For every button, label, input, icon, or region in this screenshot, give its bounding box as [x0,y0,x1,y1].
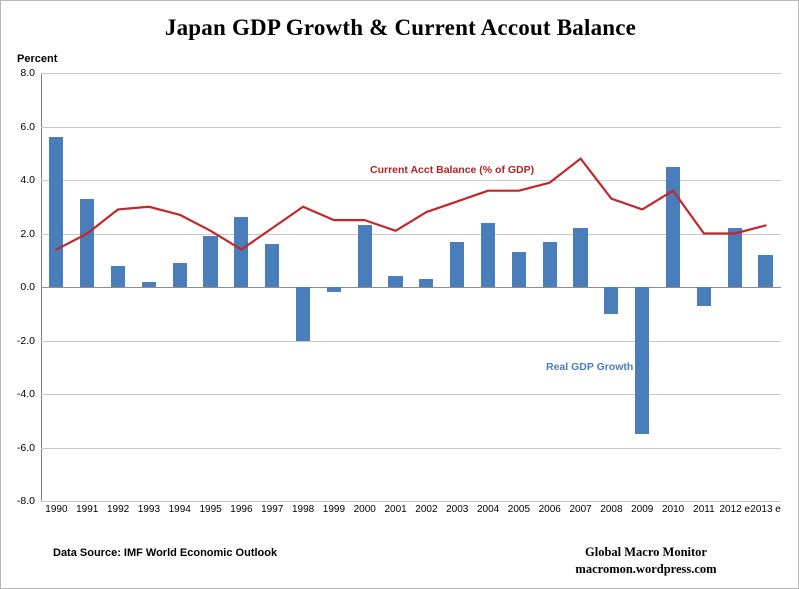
page-title: Japan GDP Growth & Current Accout Balance [164,15,637,40]
x-axis-tick-label: 2012 e [719,504,751,515]
x-axis-tick-label: 2005 [507,504,531,515]
x-axis-tick-label: 1994 [168,504,191,515]
line-series-current-acct-balance [41,73,781,501]
real-gdp-label: Real GDP Growth [546,361,634,373]
x-axis-tick-label: 2000 [353,504,376,515]
y-axis-tick-label: -4.0 [16,388,35,400]
x-axis-tick-label: 2006 [538,504,561,515]
x-axis-tick-label: 1991 [76,504,99,515]
x-axis-tick-label: 1995 [199,504,222,515]
x-axis-tick-label: 2002 [415,504,438,515]
x-axis-tick-label: 1992 [106,504,130,515]
x-axis-tick-label: 2009 [631,504,654,515]
x-axis-tick-label: 1998 [291,504,315,515]
x-axis-tick-label: 2003 [446,504,469,515]
x-axis-tick-label: 1993 [137,504,161,515]
x-axis-tick-label: 1997 [261,504,284,515]
y-axis-tick-label: 0.0 [20,281,35,293]
credit-line-2: macromon.wordpress.com [575,561,717,576]
credit-line-1: Global Macro Monitor [585,545,707,559]
y-axis-tick-label: -6.0 [16,441,35,454]
x-axis-tick-label: 2013 e [750,504,781,515]
x-axis-ticks [41,501,781,525]
y-axis-tick-label: 4.0 [20,174,35,186]
y-axis-tick-label: -8.0 [16,495,35,507]
y-axis-tick-label: 6.0 [20,120,35,133]
x-axis-tick-label: 1996 [230,504,253,515]
x-axis-tick-label: 2008 [600,504,623,515]
y-axis-tick-label: -2.0 [16,334,35,347]
x-axis-tick-label: 2001 [384,504,407,515]
x-axis-tick-label: 2007 [569,504,592,515]
data-source-note: Data Source: IMF World Economic Outlook [53,547,278,559]
x-axis-tick-label: 2004 [476,504,500,515]
plot-area [16,67,781,507]
x-axis-tick-label: 1999 [322,504,346,515]
y-axis-tick-label: 8.0 [20,67,35,79]
credit-block [531,544,761,578]
current-acct-label: Current Acct Balance (% of GDP) [370,164,535,176]
x-axis-tick-label: 1990 [45,504,68,515]
x-axis-tick-label: 2010 [661,504,685,515]
y-axis-tick-label: 2.0 [20,227,35,240]
y-axis-label: Percent [17,53,58,65]
x-axis-tick-label: 2011 [693,504,715,515]
